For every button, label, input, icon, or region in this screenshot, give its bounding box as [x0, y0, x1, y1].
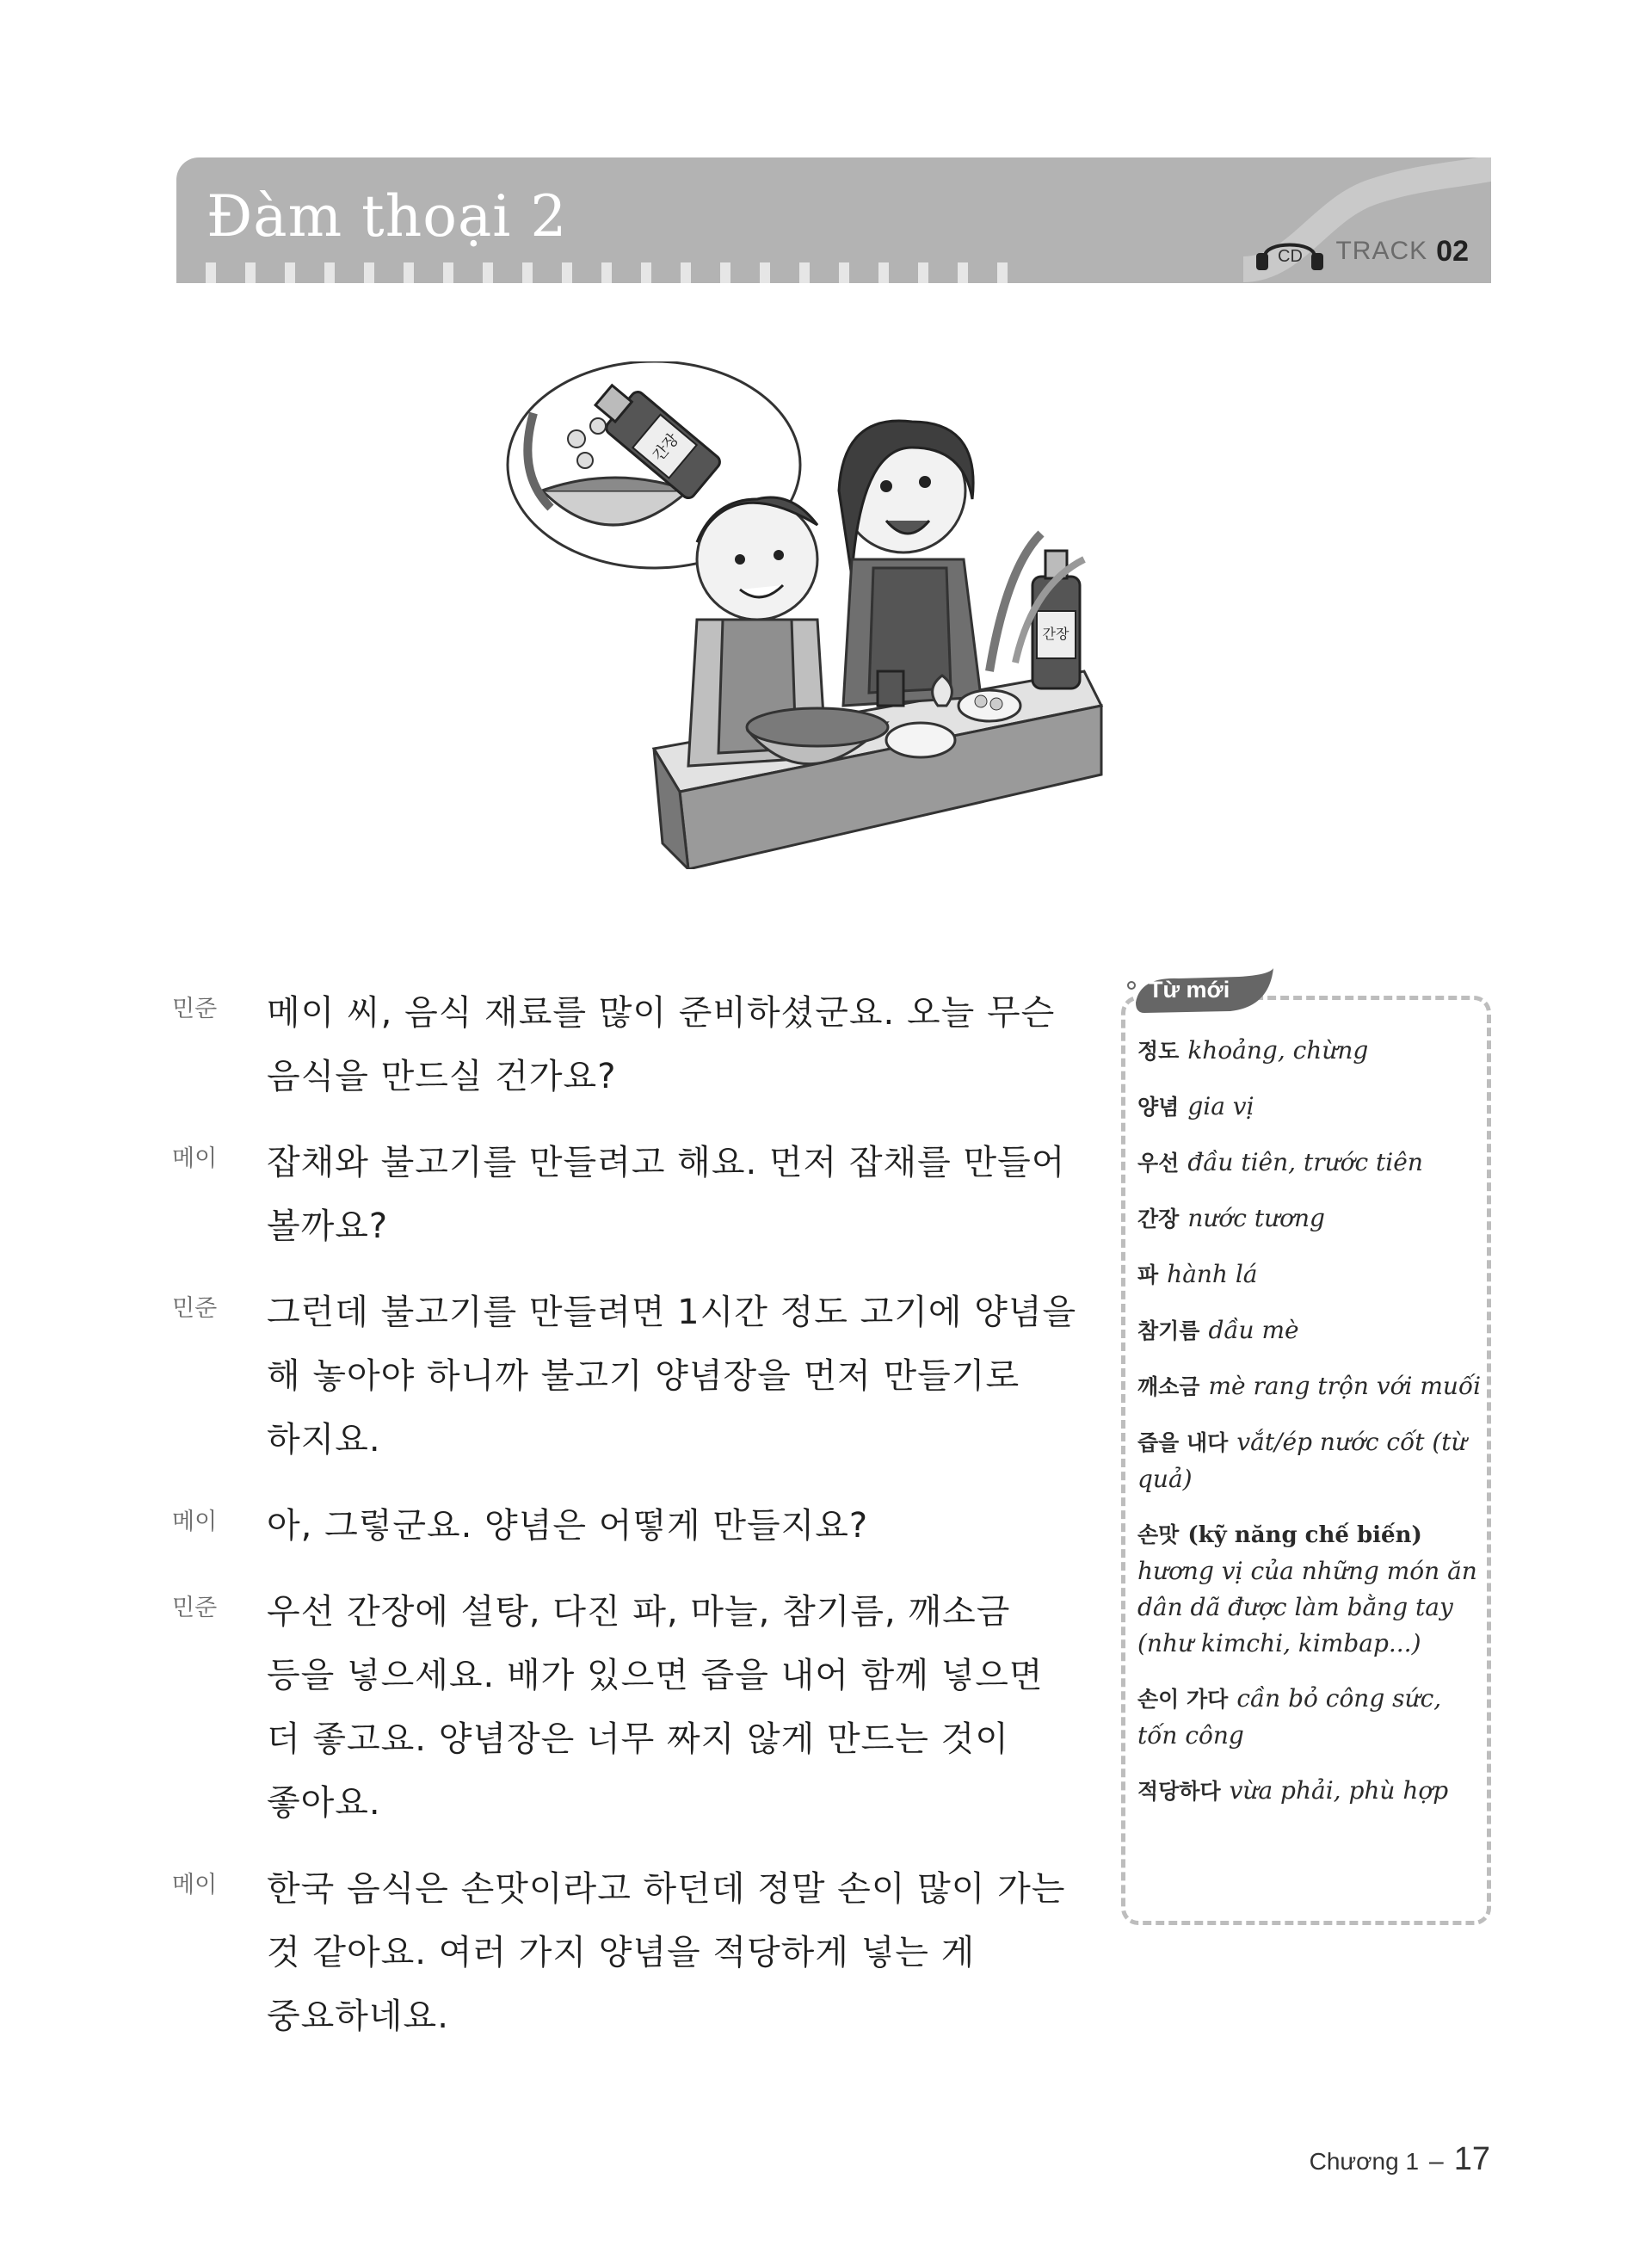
vocabulary-title: Từ mới: [1149, 977, 1230, 1003]
dialogue-line: [172, 1281, 1084, 1472]
speaker-name: 민준: [172, 1595, 218, 1621]
utterance: 한국 음식은 손맛이라고 하던데 정말 손이 많이 가는 것 같아요. 여러 가지 양념을 적당하게 넣는 게 중요하네요.: [267, 1869, 1066, 2036]
dialogue-line: [172, 1494, 1084, 1558]
vocab-korean: 손맛: [1137, 1522, 1180, 1547]
vocab-item: [1137, 1200, 1482, 1238]
speaker-name: 민준: [172, 996, 218, 1022]
utterance: 잡채와 불고기를 만들려고 해요. 먼저 잡채를 만들어 볼까요?: [267, 1143, 1066, 1246]
vocab-korean: 양념: [1137, 1095, 1180, 1120]
vocab-meaning: dầu mè: [1208, 1316, 1299, 1344]
dialogue-line: [172, 1131, 1084, 1258]
cd-headphones-icon: [1253, 232, 1327, 270]
vocab-item: [1137, 1368, 1482, 1405]
section-banner: [176, 157, 1491, 283]
banner-dash-strip: [176, 262, 1037, 283]
dialogue-line: [172, 1580, 1084, 1835]
utterance: 그런데 불고기를 만들려면 1시간 정도 고기에 양념을 해 놓아야 하니까 불고기 양념장을 먼저 만들기로 하지요.: [267, 1293, 1077, 1460]
cooking-illustration: [482, 361, 1187, 869]
page-footer: [1310, 2141, 1490, 2178]
track-number: 02: [1436, 234, 1469, 268]
vocab-item: [1137, 1516, 1482, 1662]
utterance: 우선 간장에 설탕, 다진 파, 마늘, 참기름, 깨소금 등을 넣으세요. 배가 있으면 즙을 내어 함께 넣으면 더 좋고요. 양념장은 너무 짜지 않게 만드는 것이 좋아요.: [267, 1592, 1044, 1823]
vocab-item: [1137, 1681, 1482, 1754]
vocab-korean: 참기름: [1137, 1318, 1200, 1343]
vocabulary-tab: [1127, 968, 1275, 1018]
vocab-item: [1137, 1312, 1482, 1349]
speaker-name: 메이: [172, 1872, 218, 1898]
cd-label: CD: [1278, 246, 1303, 266]
vocab-meaning: khoảng, chừng: [1187, 1036, 1369, 1065]
speaker-name: 민준: [172, 1295, 218, 1322]
chapter-label: Chương 1: [1309, 2148, 1420, 2175]
dialogue: [172, 981, 1084, 2071]
vocab-meaning: vắt/ép nước cốt (từ quả): [1137, 1428, 1467, 1493]
vocab-meaning: hành lá: [1167, 1260, 1258, 1288]
bubble-bottle-label: 간장: [649, 429, 683, 466]
vocab-item: [1137, 1256, 1482, 1293]
vocab-meaning: gia vị: [1187, 1092, 1254, 1120]
large-bottle-label: 간장: [1042, 626, 1069, 642]
utterance: 아, 그렇군요. 양념은 어떻게 만들지요?: [267, 1506, 869, 1546]
vocab-item: [1137, 1089, 1482, 1126]
vocab-korean: 우선: [1137, 1151, 1180, 1176]
dialogue-line: [172, 981, 1084, 1108]
section-title: Đàm thoại 2: [206, 183, 568, 250]
vocab-korean: 간장: [1137, 1207, 1180, 1231]
vocab-korean: 깨소금: [1137, 1374, 1200, 1399]
vocab-korean: 적당하다: [1137, 1779, 1221, 1804]
vocab-note: (kỹ năng chế biến): [1187, 1522, 1422, 1548]
track-label: TRACK: [1335, 237, 1428, 265]
audio-track-label: [1253, 231, 1469, 272]
vocabulary-list: [1137, 1033, 1482, 1829]
vocab-korean: 파: [1137, 1262, 1159, 1287]
vocab-item: [1137, 1424, 1482, 1497]
dialogue-line: [172, 1857, 1084, 2048]
vocab-meaning: mè rang trộn với muối: [1208, 1372, 1482, 1400]
speaker-name: 메이: [172, 1509, 218, 1535]
vocab-meaning: đầu tiên, trước tiên: [1187, 1148, 1423, 1176]
vocab-meaning: vừa phải, phù hợp: [1229, 1776, 1449, 1805]
page-number: 17: [1453, 2141, 1490, 2177]
vocab-korean: 손이 가다: [1137, 1687, 1229, 1712]
utterance: 메이 씨, 음식 재료를 많이 준비하셨군요. 오늘 무슨 음식을 만드실 건가요?: [267, 993, 1056, 1096]
vocab-meaning: cần bỏ công sức, tốn công: [1137, 1684, 1442, 1750]
footer-separator: –: [1429, 2147, 1444, 2176]
speaker-name: 메이: [172, 1145, 218, 1172]
vocab-item: [1137, 1033, 1482, 1070]
vocab-meaning: nước tương: [1187, 1204, 1325, 1232]
vocab-korean: 즙을 내다: [1137, 1430, 1229, 1455]
vocab-item: [1137, 1773, 1482, 1810]
vocab-item: [1137, 1145, 1482, 1182]
vocab-meaning: hương vị của những món ăn dân dã được làm bằng tay (như kimchi, kimbap...): [1137, 1557, 1477, 1657]
vocab-korean: 정도: [1137, 1039, 1180, 1064]
